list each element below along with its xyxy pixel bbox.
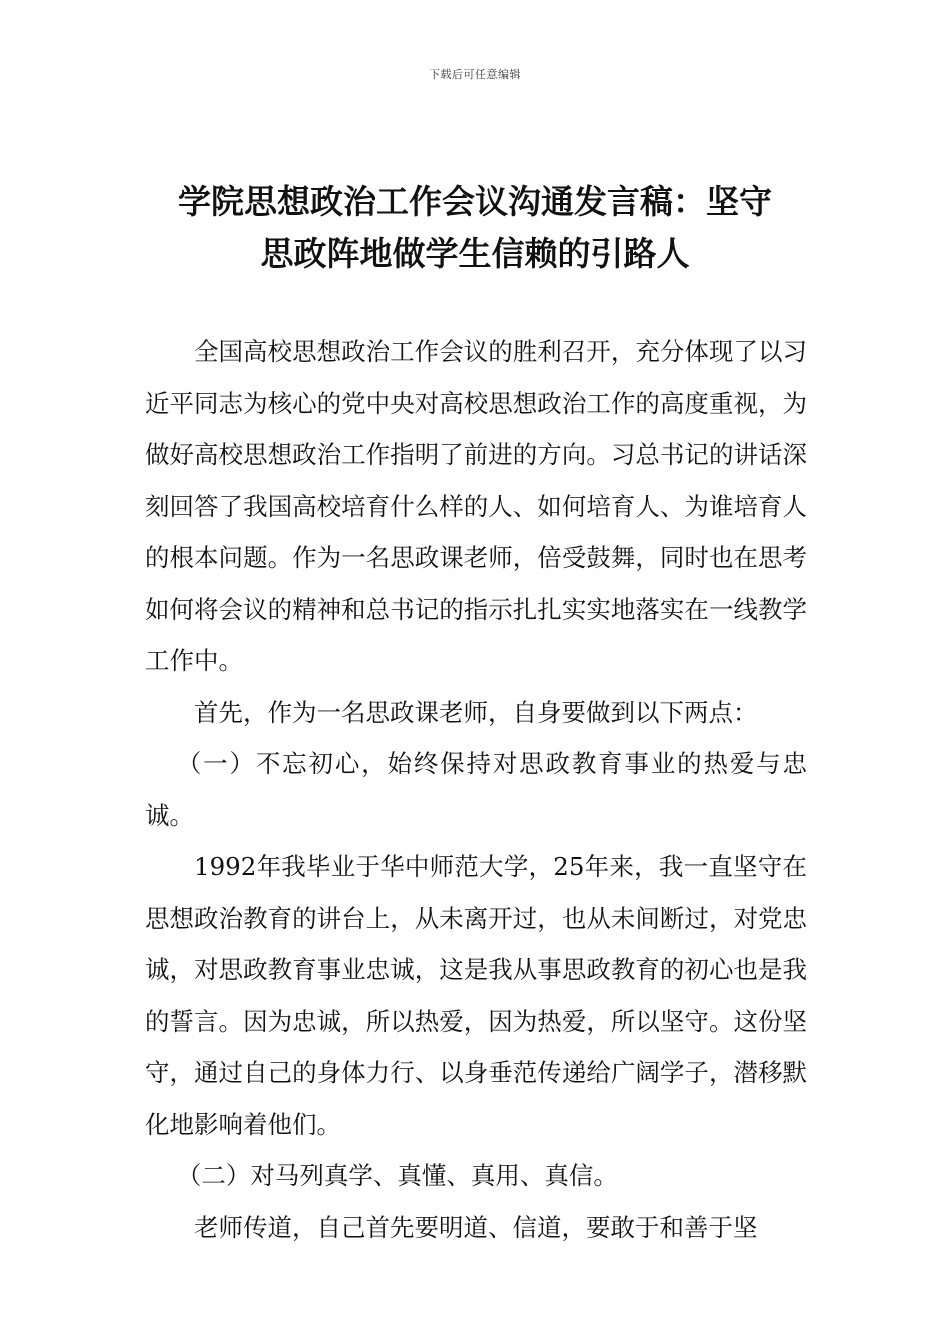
title-line-2: 思政阵地做学生信赖的引路人 [260,234,690,273]
document-body [145,326,807,1253]
section-heading-1: （一）不忘初心，始终保持对思政教育事业的热爱与忠诚。 [145,749,807,830]
paragraph-career: 1992年我毕业于华中师范大学，25年来，我一直坚守在思想政治教育的讲台上，从未离开过，也从未间断过，对党忠诚，对思政教育事业忠诚，这是我从事思政教育的初心也是我的誓言。因为忠诚，所以热爱，因为热爱，所以坚守。这份坚守，通过自己的身体力行、以身垂范传递给广阔学子，潜移默化地影响着他们。 [145,852,807,1139]
title-line-1: 学院思想政治工作会议沟通发言稿：坚守 [178,182,772,221]
paragraph-intro: 全国高校思想政治工作会议的胜利召开，充分体现了以习近平同志为核心的党中央对高校思想政治工作的高度重视，为做好高校思想政治工作指明了前进的方向。习总书记的讲话深刻回答了我国高校培育什么样的人、如何培育人、为谁培育人的根本问题。作为一名思政课老师，倍受鼓舞，同时也在思考如何将会议的精神和总书记的指示扎扎实实地落实在一线教学工作中。 [145,337,807,675]
document-title [140,176,810,280]
header-note: 下载后可任意编辑 [429,68,521,81]
paragraph-teacher: 老师传道，自己首先要明道、信道，要敢于和善于坚 [194,1212,758,1242]
section-heading-2: （二）对马列真学、真懂、真用、真信。 [176,1161,618,1190]
paragraph-first-point: 首先，作为一名思政课老师，自身要做到以下两点： [194,697,758,727]
